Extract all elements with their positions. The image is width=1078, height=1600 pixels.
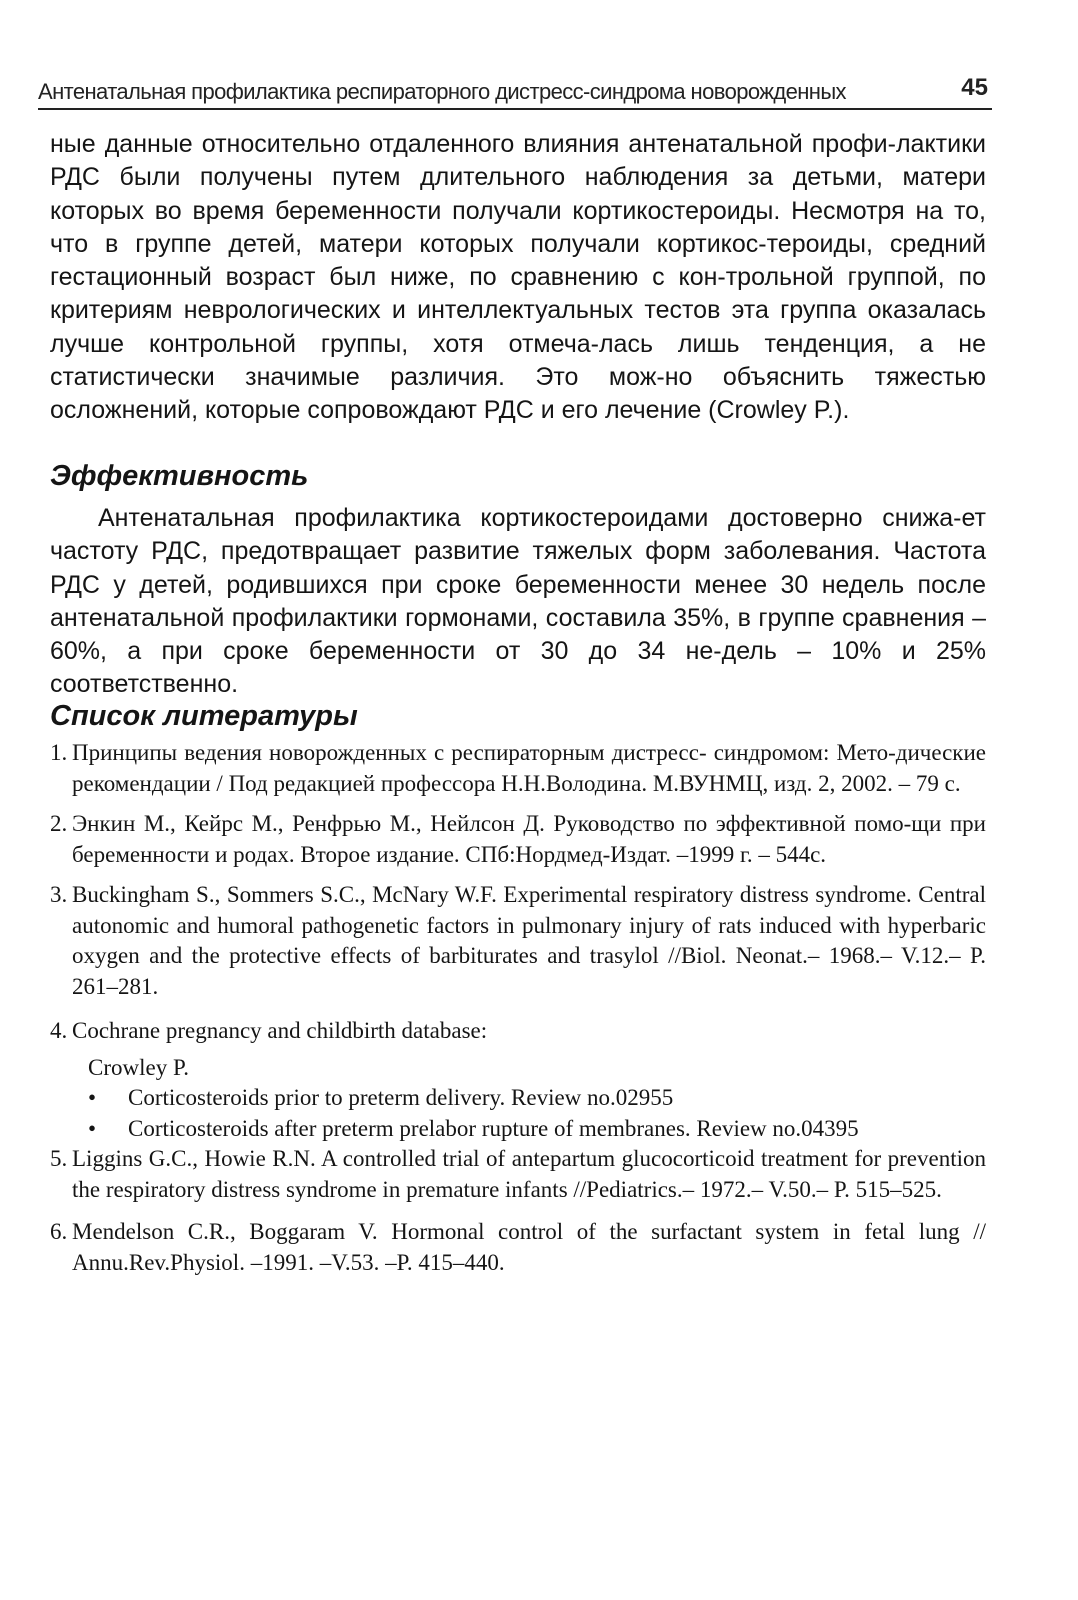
reference-bullet-item <box>72 1114 986 1145</box>
reference-number: 6. <box>50 1219 68 1244</box>
reference-item <box>50 1144 986 1205</box>
reference-text: Энкин М., Кейрс М., Ренфрью М., Нейлсон Д. Руководство по эффективной помо-щи при беременности и родах. Второе издание. СПб:Нордмед-Издат. –1999 г. – 544с. <box>72 811 986 867</box>
reference-item <box>50 809 986 870</box>
reference-sub-author: Crowley P. <box>88 1054 189 1080</box>
page-number: 45 <box>961 74 988 101</box>
bullet-icon: • <box>88 1085 97 1110</box>
reference-item <box>50 880 986 1002</box>
reference-text: Принципы ведения новорожденных с респираторным дистресс- синдромом: Мето-дические рекомендации / Под редакцией профессора Н.Н.Володина. М.ВУНМЦ, изд. 2, 2002. – 79 с. <box>72 740 986 796</box>
running-title: Антенатальная профилактика респираторного дистресс-синдрома новорожденных <box>38 79 846 104</box>
reference-text: Buckingham S., Sommers S.C., McNary W.F. Experimental respiratory distress syndrome. Central autonomic and humoral pathogenetic factors in pulmonary injury of rats induced with hyperbaric oxygen and the protective effects of barbiturates and trasylol //Biol. Neonat.– 1968.– V.12.– P. 261–281. <box>72 882 986 999</box>
paragraph-intro: ные данные относительно отдаленного влияния антенатальной профи-лактики РДС были получены путем длительного наблюдения за детьми, матери которых во время беременности получали кортикостероиды. Несмотря на то, что в группе детей, матери которых получали кортикос-тероиды, средний гестационный возраст был ниже, по сравнению с кон-трольной группой, по критериям неврологических и интеллектуальных тестов эта группа оказалась лучше контрольной группы, хотя отмеча-лась лишь тенденция, а не статистически значимые различия. Это мож-но объяснить тяжестью осложнений, которые сопровождают РДС и его лечение (Crowley P.). <box>50 130 986 425</box>
bullet-text: Corticosteroids after preterm prelabor rupture of membranes. Review no.04395 <box>128 1115 859 1141</box>
reference-text: Mendelson C.R., Boggaram V. Hormonal control of the surfactant system in fetal lung // Annu.Rev.Physiol. –1991. –V.53. –P. 415–440. <box>72 1219 986 1275</box>
reference-text: Cochrane pregnancy and childbirth database: <box>72 1018 488 1043</box>
section-heading-effectiveness: Эффективность <box>50 460 309 492</box>
paragraph-effectiveness: Антенатальная профилактика кортикостероидами достоверно снижа-ет частоту РДС, предотвращает развитие тяжелых форм заболевания. Частота РДС у детей, родившихся при сроке беременности менее 30 недель после антенатальной профилактики гормонами, составила 35%, в группе сравнения – 60%, а при сроке беременности от 30 до 34 не-дель – 10% и 25% соответственно. <box>50 504 986 699</box>
section-heading-references: Список литературы <box>50 700 358 732</box>
reference-number: 4. <box>50 1018 68 1043</box>
reference-number: 2. <box>50 811 68 836</box>
reference-bullet-item <box>72 1083 986 1114</box>
bullet-icon: • <box>88 1115 97 1141</box>
reference-list <box>50 738 986 1278</box>
running-header <box>38 70 992 110</box>
reference-number: 5. <box>50 1146 68 1171</box>
reference-item <box>50 738 986 799</box>
reference-number: 3. <box>50 882 68 907</box>
reference-number: 1. <box>50 740 68 765</box>
reference-item <box>50 1016 986 1144</box>
reference-item <box>50 1217 986 1278</box>
reference-text: Liggins G.C., Howie R.N. A controlled trial of antepartum glucocorticoid treatment for prevention the respiratory distress syndrome in premature infants //Pediatrics.– 1972.– V.50.– P. 515–525. <box>72 1146 986 1202</box>
bullet-text: Corticosteroids prior to preterm delivery. Review no.02955 <box>128 1085 674 1110</box>
